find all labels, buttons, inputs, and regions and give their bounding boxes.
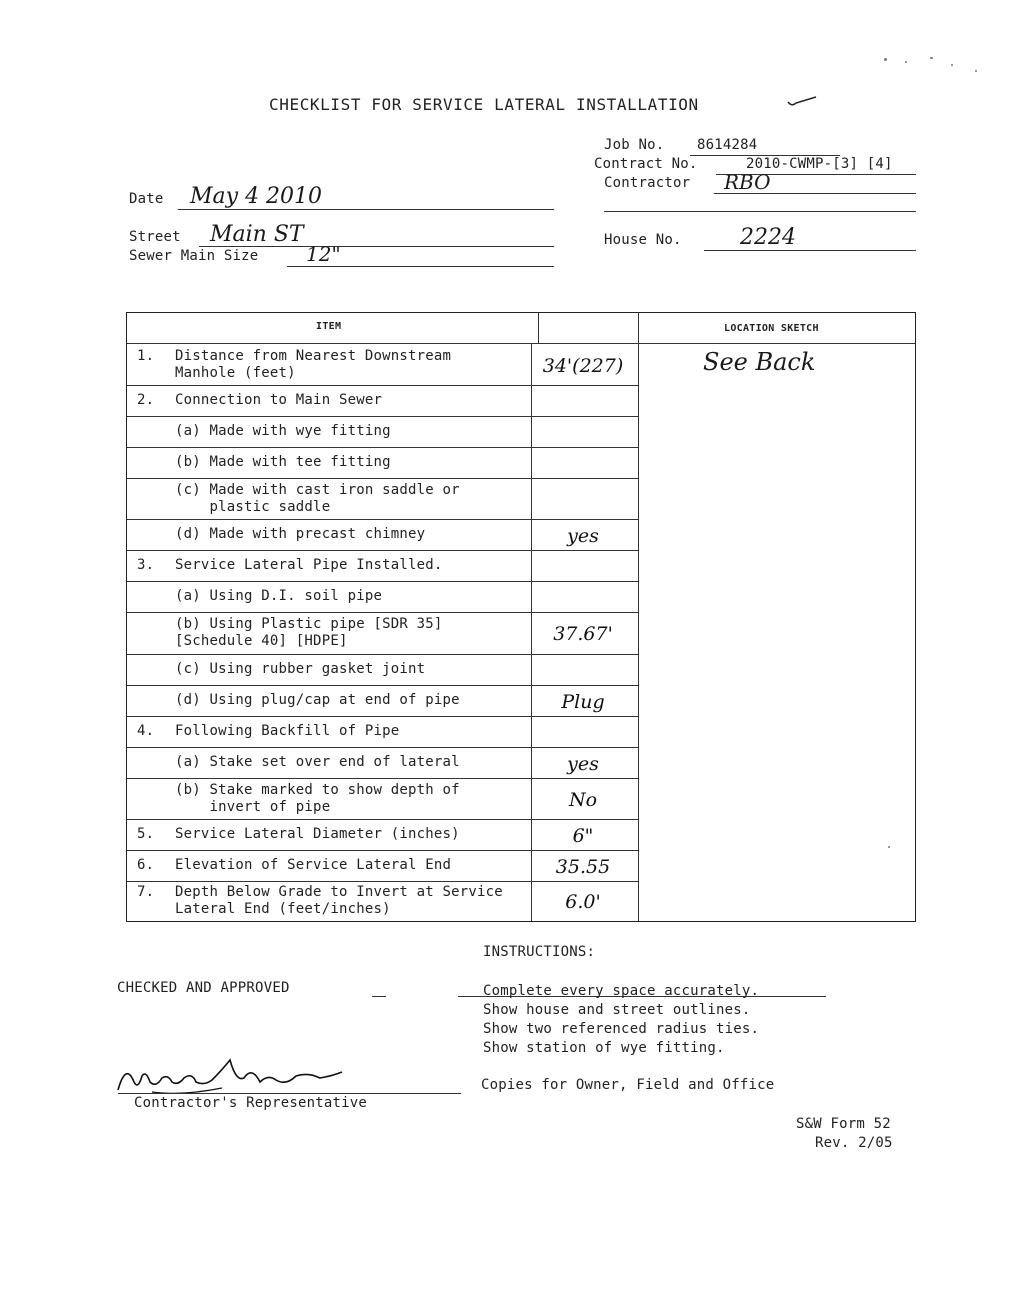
checkmark-icon [786,94,820,108]
scan-speck [905,61,907,63]
row-value[interactable]: 34'(227) [542,355,624,377]
street-value[interactable]: Main ST [210,222,304,247]
row-item-text: (c) Made with cast iron saddle or plastic saddle [175,482,460,515]
row-item-text: (d) Using plug/cap at end of pipe [175,692,460,708]
form-id: S&W Form 52 [796,1116,891,1132]
date-label: Date [129,191,164,207]
row-number: 3. [137,557,155,573]
row-item-text: Elevation of Service Lateral End [175,857,452,873]
form-title: CHECKLIST FOR SERVICE LATERAL INSTALLATION [269,95,699,114]
instruction-2: Show house and street outlines. [483,1002,751,1018]
row-number: 2. [137,392,155,408]
job-no-value[interactable]: 8614284 [697,137,758,153]
scan-speck [951,64,953,66]
signature-image [112,1052,352,1098]
row-number: 6. [137,857,155,873]
table-row [127,385,639,416]
house-no-line [704,250,916,251]
col-header-item: ITEM [316,321,342,332]
contract-no-label: Contract No. [594,156,698,172]
scan-speck [884,58,887,61]
copies-note: Copies for Owner, Field and Office [481,1077,775,1093]
row-value[interactable]: No [568,789,598,811]
table-row [127,778,639,819]
row-item-text: Depth Below Grade to Invert at Service Lateral End (feet/inches) [175,884,503,917]
table-row [127,581,639,612]
table-row [127,654,639,685]
row-item-text: (b) Stake marked to show depth of invert of pipe [175,782,460,815]
row-item-text: Following Backfill of Pipe [175,723,400,739]
row-item-text: Service Lateral Pipe Installed. [175,557,443,573]
street-label: Street [129,229,181,245]
contractor-value[interactable]: RBO [724,170,771,194]
row-item-text: (a) Stake set over end of lateral [175,754,460,770]
checked-approved-dash [372,996,386,997]
sewer-main-size-label: Sewer Main Size [129,248,259,264]
table-row-divider [127,343,915,344]
row-item-text: Distance from Nearest Downstream Manhole (feet) [175,348,452,381]
signature-caption: Contractor's Representative [134,1095,367,1111]
contractor-line-2 [604,211,916,212]
table-row [127,747,639,778]
instruction-3: Show two referenced radius ties. [483,1021,760,1037]
row-value[interactable]: yes [567,525,599,547]
scan-speck [930,57,933,59]
row-value[interactable]: 35.55 [555,856,611,878]
job-no-label: Job No. [604,137,665,153]
row-value[interactable]: 6" [572,825,594,847]
date-line [178,209,554,210]
instruction-4: Show station of wye fitting. [483,1040,725,1056]
contractor-line [714,193,916,194]
house-no-value[interactable]: 2224 [740,225,796,250]
table-row [127,519,639,550]
sewer-main-size-line [287,266,554,267]
table-row [127,612,639,654]
table-row [127,345,639,385]
row-item-text: (a) Made with wye fitting [175,423,391,439]
row-item-text: (b) Using Plastic pipe [SDR 35] [Schedule 40] [HDPE] [175,616,443,649]
row-value[interactable]: yes [567,753,599,775]
row-value[interactable]: 37.67' [553,623,613,645]
row-item-text: (b) Made with tee fitting [175,454,391,470]
instruction-1: Complete every space accurately. [483,983,760,999]
date-value[interactable]: May 4 2010 [190,184,323,209]
row-number: 1. [137,348,155,364]
instructions-label: INSTRUCTIONS: [483,944,596,960]
table-row [127,447,639,478]
table-row [127,685,639,716]
row-item-text: Service Lateral Diameter (inches) [175,826,460,842]
scan-speck [975,70,977,72]
row-value[interactable]: Plug [561,691,605,713]
table-row [127,881,639,920]
row-number: 7. [137,884,155,900]
checked-approved-label: CHECKED AND APPROVED [117,980,290,996]
table-row [127,850,639,881]
sewer-main-size-value[interactable]: 12" [306,242,341,266]
row-item-text: (c) Using rubber gasket joint [175,661,426,677]
table-row [127,819,639,850]
table-row [127,550,639,581]
signature-line [118,1093,461,1094]
street-line [199,246,554,247]
row-item-text: Connection to Main Sewer [175,392,383,408]
row-number: 5. [137,826,155,842]
table-row [127,416,639,447]
row-number: 4. [137,723,155,739]
row-item-text: (a) Using D.I. soil pipe [175,588,383,604]
table-row [127,716,639,747]
contractor-label: Contractor [604,175,691,191]
row-item-text: (d) Made with precast chimney [175,526,426,542]
row-value[interactable]: 6.0' [565,891,601,913]
table-col-divider [538,313,539,343]
sketch-note: See Back [703,348,816,376]
col-header-location-sketch: LOCATION SKETCH [724,323,819,334]
scan-speck [888,846,890,848]
table-row [127,478,639,519]
contract-no-value[interactable]: 2010-CWMP-[3] [4] [746,156,893,172]
form-revision: Rev. 2/05 [815,1135,893,1151]
house-no-label: House No. [604,232,682,248]
